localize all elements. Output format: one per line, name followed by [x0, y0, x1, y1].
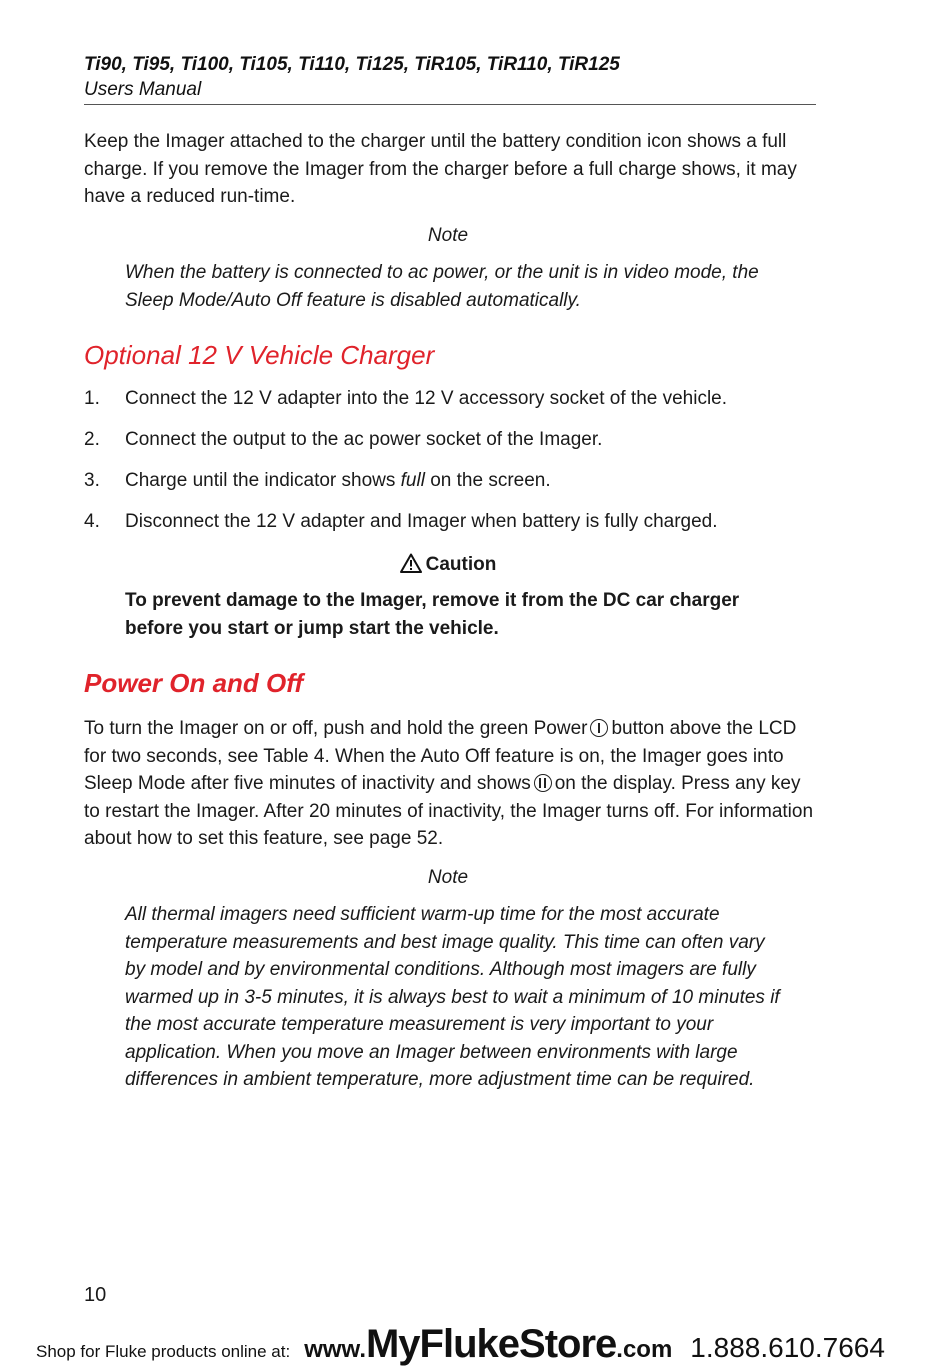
header-title: Ti90, Ti95, Ti100, Ti105, Ti110, Ti125, TiR105, TiR110, TiR125 — [84, 54, 620, 75]
footer-www[interactable]: www. — [304, 1336, 366, 1363]
header-divider — [84, 104, 816, 105]
step-text: Connect the output to the ac power socket of the Imager. — [125, 429, 603, 450]
power-paragraph — [84, 715, 814, 853]
sleep-mode-icon — [534, 774, 552, 792]
step-number: 3. — [84, 470, 100, 491]
step-text-before: Charge until the indicator shows — [125, 470, 401, 491]
note-text: When the battery is connected to ac power, or the unit is in video mode, the Sleep Mode/Auto Off feature is disabled automatically. — [125, 262, 759, 311]
note-label: Note — [427, 867, 469, 888]
step-number: 1. — [84, 388, 100, 409]
caution-label-text: Caution — [425, 554, 497, 575]
footer-ad — [36, 1322, 885, 1367]
page-number: 10 — [84, 1284, 107, 1306]
power-text-2: button above the LCD for two seconds, see Table 4. When the Auto Off feature is on, the Imager goes into Sleep Mode after five minutes of inactivity and shows — [84, 718, 797, 794]
step-number: 4. — [84, 511, 100, 532]
footer-com[interactable]: .com — [616, 1336, 673, 1363]
step-number: 2. — [84, 429, 100, 450]
section-heading-power: Power On and Off — [84, 668, 304, 698]
note-label: Note — [427, 225, 469, 246]
power-text-1: To turn the Imager on or off, push and hold the green Power — [84, 718, 588, 739]
footer-shop-text: Shop for Fluke products online at: — [36, 1342, 291, 1361]
step-text: Disconnect the 12 V adapter and Imager when battery is fully charged. — [125, 511, 718, 532]
step-text-after: on the screen. — [424, 470, 551, 491]
caution-label — [84, 553, 812, 576]
power-text-3: on the display. Press any key to restart the Imager. After 20 minutes of inactivity, the Imager turns off. For information about how to set this feature, see page 52. — [84, 773, 814, 849]
step-text-emphasis: full — [400, 470, 425, 491]
note-text: All thermal imagers need sufficient warm-up time for the most accurate temperature measurements and best image quality. This time can often vary by model and by environmental conditions. Although most imagers are fully warmed up in 3-5 minutes, it is always best to wait a minimum of 10 minutes if the most accurate temperature measurement is very important to your application. When you move an Imager between environments with large differences in ambient temperature, more adjustment time can be required. — [125, 904, 780, 1090]
power-button-icon — [590, 719, 608, 737]
section-heading-vehicle-charger: Optional 12 V Vehicle Charger — [84, 340, 435, 370]
footer-phone: 1.888.610.7664 — [690, 1332, 885, 1363]
footer-brand[interactable]: MyFlukeStore — [365, 1322, 617, 1366]
intro-paragraph: Keep the Imager attached to the charger until the battery condition icon shows a full charge. If you remove the Imager from the charger before a full charge shows, it may have a reduced run-time. — [84, 131, 797, 207]
caution-text: To prevent damage to the Imager, remove it from the DC car charger before you start or jump start the vehicle. — [125, 590, 740, 639]
warning-triangle-icon — [400, 553, 422, 573]
step-text — [125, 470, 551, 492]
step-text: Connect the 12 V adapter into the 12 V accessory socket of the vehicle. — [125, 388, 728, 409]
header-subtitle: Users Manual — [84, 79, 202, 100]
